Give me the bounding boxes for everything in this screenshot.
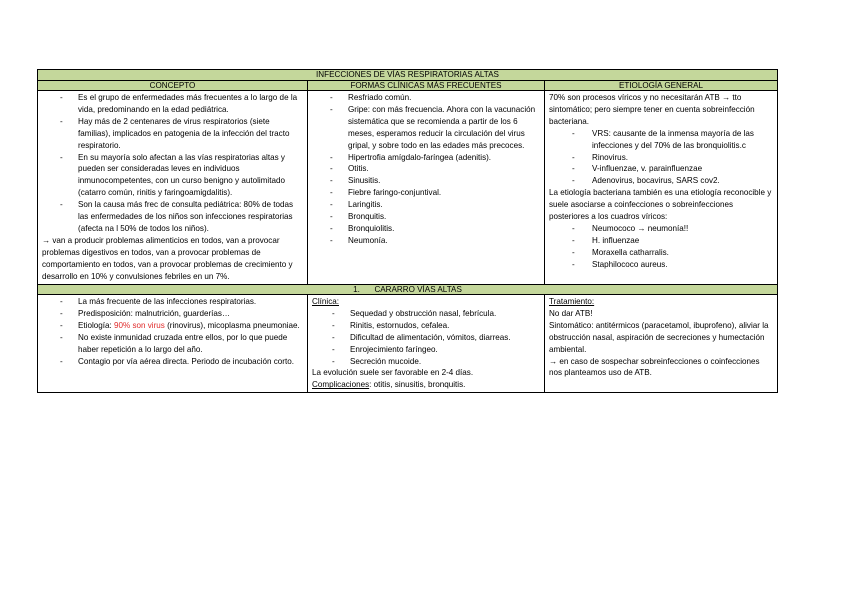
catarro-content-row	[38, 295, 778, 393]
list-item: - Adenovirus, bocavirus, SARS cov2.	[549, 175, 773, 187]
column-header-concepto: CONCEPTO	[38, 80, 308, 91]
list-item: - Otitis.	[312, 163, 540, 175]
concepto-list	[42, 92, 303, 235]
column-header-formas-clinicas: FORMAS CLÍNICAS MÁS FRECUENTES	[308, 80, 545, 91]
section-header	[38, 284, 778, 295]
formas-list	[312, 92, 540, 247]
list-item: - La más frecuente de las infecciones respiratorias.	[42, 296, 303, 308]
complications-text: : otitis, sinusitis, bronquitis.	[369, 380, 466, 390]
column-header-etiologia: ETIOLOGÍA GENERAL	[545, 80, 778, 91]
list-item: - Neumococo → neumonía!!	[549, 223, 773, 235]
tratamiento-line-3: → en caso de sospechar sobreinfecciones o coinfecciones nos planteamos uso de ATB.	[549, 356, 760, 378]
list-item: - Bronquiolitis.	[312, 223, 540, 235]
list-item: - Hipertrofia amígdalo-faríngea (adenitis).	[312, 152, 540, 164]
clinica-list	[312, 308, 540, 368]
list-item: - Sinusitis.	[312, 175, 540, 187]
tratamiento-line-1: No dar ATB!	[549, 308, 593, 318]
list-item: - Moraxella catharralis.	[549, 247, 773, 259]
catarro-tratamiento-cell	[545, 295, 778, 393]
list-item: - H. influenzae	[549, 235, 773, 247]
respiratory-infections-table	[37, 69, 778, 393]
list-item: - Dificultad de alimentación, vómitos, diarreas.	[312, 332, 540, 344]
list-item: - Gripe: con más frecuencia. Ahora con la vacunación sistemática que se recomienda a partir de los 6 meses, esperamos reducir la circulación del virus gripal, y sobre todo en las edades más precoces.	[312, 104, 540, 152]
list-item: - Rinovirus.	[549, 152, 773, 164]
list-item: - Predisposición: malnutrición, guarderías…	[42, 308, 303, 320]
viral-etiology-list	[549, 128, 773, 188]
column-header-row	[38, 80, 778, 91]
virus-percentage-highlight: 90% son virus	[114, 320, 165, 330]
general-content-row	[38, 91, 778, 285]
list-item: - Hay más de 2 centenares de virus respiratorios (siete familias), implicados en patogenia de la infección del tracto respiratorio.	[42, 116, 303, 152]
table-title: INFECCIONES DE VÍAS RESPIRATORIAS ALTAS	[38, 70, 778, 81]
evolution-text: La evolución suele ser favorable en 2-4 días.	[312, 368, 474, 378]
complications-line	[312, 379, 540, 391]
tratamiento-label: Tratamiento:	[549, 297, 595, 306]
section-number: 1.	[353, 284, 360, 294]
catarro-concepto-cell	[38, 295, 308, 393]
catarro-clinica-cell	[308, 295, 545, 393]
etiology-detail: (rinovirus), micoplasma pneumoniae.	[164, 320, 300, 330]
formas-cell	[308, 91, 545, 285]
tratamiento-line-2: Sintomático: antitérmicos (paracetamol, ibuprofeno), aliviar la obstrucción nasal, aspiración de secreciones y humectación ambiental.	[549, 320, 769, 354]
complications-label: Complicaciones	[312, 380, 370, 390]
list-item: - Sequedad y obstrucción nasal, febrícula.	[312, 308, 540, 320]
section-title: CARARRO VÍAS ALTAS	[374, 284, 462, 294]
clinica-label: Clínica:	[312, 297, 339, 306]
list-item: - Neumonía.	[312, 235, 540, 247]
list-item	[42, 320, 303, 332]
etiologia-intro: 70% son procesos víricos y no necesitarán ATB → tto sintomático; pero siempre tener en cuenta sobreinfección bacteriana.	[549, 93, 755, 126]
list-item: - Secreción mucoide.	[312, 356, 540, 368]
bacterial-etiology-list	[549, 223, 773, 271]
list-item: - Fiebre faringo-conjuntival.	[312, 187, 540, 199]
concepto-note: → van a producir problemas alimenticios en todos, van a provocar problemas digestivos en todos, van a provocar problemas de comportamiento en todos, van a provocar problemas de crecimiento y desarrollo en 10% y convulsiones febriles en un 7%.	[42, 235, 293, 281]
list-item: - Rinitis, estornudos, cefalea.	[312, 320, 540, 332]
list-item: - Bronquitis.	[312, 211, 540, 223]
document-page	[37, 69, 777, 393]
list-item: - Son la causa más frec de consulta pediátrica: 80% de todas las enfermedades de los niños son infecciones respiratorias (afecta na l 50% de todos los niños).	[42, 199, 303, 235]
list-item: - Es el grupo de enfermedades más frecuentes a lo largo de la vida, predominando en la edad pediátrica.	[42, 92, 303, 116]
list-item: - No existe inmunidad cruzada entre ellos, por lo que puede haber repetición a lo largo del año.	[42, 332, 303, 356]
table-title-row	[38, 70, 778, 81]
section-header-row	[38, 284, 778, 295]
list-item: - Staphilococo aureus.	[549, 259, 773, 271]
concepto-cell	[38, 91, 308, 285]
bacterial-intro: La etiología bacteriana también es una etiología reconocible y suele asociarse a coinfecciones o sobreinfecciones posteriores a los cuadros víricos:	[549, 188, 772, 222]
etiologia-cell	[545, 91, 778, 285]
list-item: - V-influenzae, v. parainfluenzae	[549, 163, 773, 175]
catarro-concepto-list	[42, 296, 303, 367]
list-item: - VRS: causante de la inmensa mayoría de las infecciones y del 70% de las bronquiolitis.c	[549, 128, 773, 152]
list-item: - Contagio por vía aérea directa. Periodo de incubación corto.	[42, 356, 303, 368]
list-item: - Laringitis.	[312, 199, 540, 211]
etiology-label: Etiología:	[78, 320, 114, 330]
list-item: - En su mayoría solo afectan a las vías respiratorias altas y pueden ser consideradas leves en individuos inmunocompetentes, con un curso benigno y autolimitado (catarro común, rinitis y faringoamigdalitis).	[42, 152, 303, 200]
list-item: - Enrojecimiento faríngeo.	[312, 344, 540, 356]
list-item: - Resfriado común.	[312, 92, 540, 104]
